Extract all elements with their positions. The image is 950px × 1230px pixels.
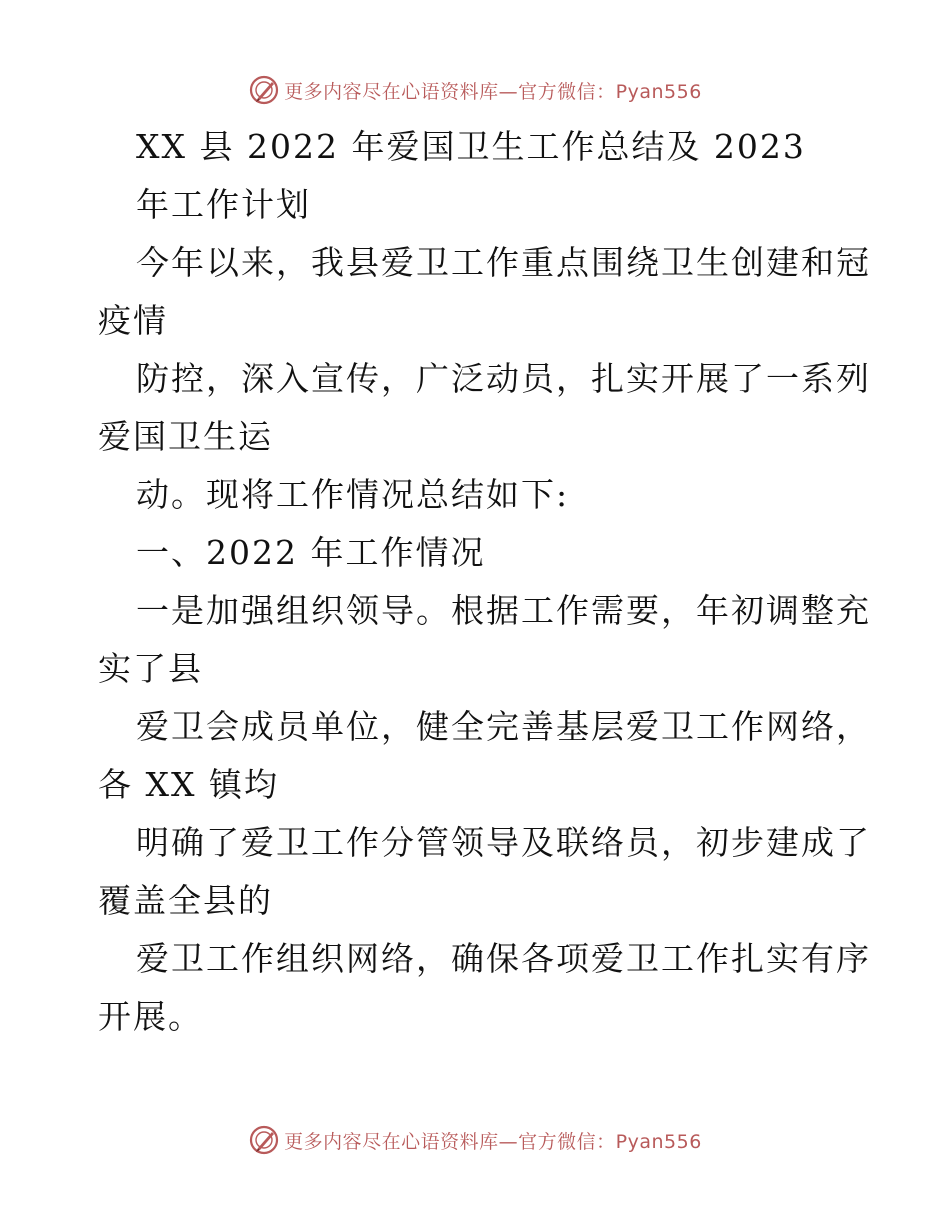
text-line: 防控，深入宣传，广泛动员，扎实开展了一系列 — [136, 359, 871, 398]
text-line: 一、2022 年工作情况 — [136, 533, 486, 572]
text-line: 各 XX 镇均 — [98, 765, 279, 804]
document-body — [98, 118, 871, 1046]
pen-logo-icon — [248, 1124, 280, 1156]
text-line: 开展。 — [98, 997, 203, 1036]
text-line: 实了县 — [98, 649, 203, 688]
watermark-text: 更多内容尽在心语资料库—官方微信：Pyan556 — [284, 80, 702, 103]
pen-logo-icon — [248, 74, 280, 106]
text-line: 明确了爱卫工作分管领导及联络员，初步建成了 — [136, 823, 871, 862]
watermark-text: 更多内容尽在心语资料库—官方微信：Pyan556 — [284, 1130, 702, 1153]
text-line: 疫情 — [98, 301, 168, 340]
text-line: 一是加强组织领导。根据工作需要，年初调整充 — [136, 591, 871, 630]
watermark-banner-bottom — [0, 1120, 950, 1160]
text-line: 年工作计划 — [136, 185, 311, 224]
watermark-banner-top — [0, 70, 950, 110]
text-line: 覆盖全县的 — [98, 881, 273, 920]
text-line: 爱卫会成员单位，健全完善基层爱卫工作网络， — [136, 707, 871, 746]
text-line: 爱国卫生运 — [98, 417, 273, 456]
text-line: 动。现将工作情况总结如下: — [136, 475, 570, 514]
text-line: XX 县 2022 年爱国卫生工作总结及 2023 — [136, 127, 806, 166]
text-line: 今年以来，我县爱卫工作重点围绕卫生创建和冠 — [136, 243, 871, 282]
text-line: 爱卫工作组织网络，确保各项爱卫工作扎实有序 — [136, 939, 871, 978]
